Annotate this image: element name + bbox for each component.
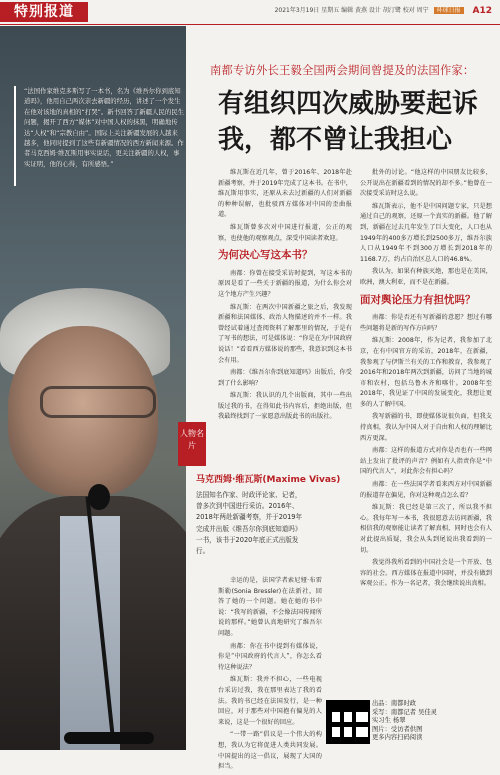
credit-line: 出品：南都时政	[372, 700, 417, 707]
person-card	[196, 474, 341, 557]
section-tag: 特别报道	[0, 2, 88, 22]
subheading: 为何决心写这本书？	[218, 249, 313, 262]
paragraph: 我写新疆的书，即使媒体说很负面，但我支持真相，我认为中国人对于自由和人权的理解比西方更深。	[360, 413, 492, 442]
paragraph: 批外的讨论。“他这样的中国朋友比较多，公开说出在新疆看到的情况的却不多。”他曾在一次接受采访时这么说。	[360, 169, 492, 198]
credit-lines	[372, 700, 437, 743]
answer: 维瓦斯：我认识的几个出版商，其中一些出版过我的书，在得知此书内容后，拒绝出版，但我最终找到了一家愿意出版此书的出版社。	[218, 392, 352, 421]
pull-quote	[24, 86, 184, 169]
date-info: 2021年3月19日 星期五 编辑 黄燕 设计 胡汀鹭 校对 周宁	[274, 7, 429, 14]
answer: 维瓦斯：我已经是第三次了，所以我不担心。我每年写一本书，我很愿意去访问新疆，我相信我的观察能让读者了解真相，同时也会有人对此提出质疑，我会从头到尾说出我看到的一切。	[360, 504, 492, 554]
question: 南都：在一些法国学者看来西方对中国新疆的报道存在偏见，你对这种观点怎么看？	[360, 481, 492, 499]
question: 南都：《维吾尔你到底知道吗》出版后，你受到了什么影响？	[218, 369, 352, 387]
column-1-bottom	[218, 576, 322, 775]
question: 南都：你在书中提到有媒体说，你是“中国政府的代言人”，你怎么看待这种说法？	[218, 642, 322, 671]
person-bio: 法国知名作家、时政评论家、记者，曾多次到中国进行采访。2016年、2018年两赴新疆考察，并于2019年完成并出版《维吾尔你到底知道吗》一书，该书于2020年底正式出版发行。	[196, 491, 303, 556]
paragraph: 我觉得我所看到的中国社会是一个开放、包容的社会。西方媒体在报道中国时，并没有做到客观公正。作为一名记者，我会继续说出真相。	[360, 559, 492, 588]
person-name: 马克西姆·维瓦斯(Maxime Vivas)	[196, 475, 341, 485]
credit-line: 更多内容扫码阅读	[372, 734, 423, 742]
kicker: 南都专访外长王毅全国两会期间曾提及的法国作家：	[210, 64, 475, 77]
column-1	[218, 168, 352, 425]
microphone-icon	[88, 484, 110, 510]
qr-code-icon[interactable]	[326, 700, 370, 744]
credit-line: 图片：受访者供图	[372, 725, 423, 733]
paragraph: “一带一路”倡议是一个伟大的构想，我认为它将促进人类共同发展。中国提出的这一倡议，展现了大国的担当。	[218, 731, 322, 771]
answer: 维瓦斯：2008年，作为记者，我参加了北京，在有中国官方的采访，2018年，在新疆，我参观了与伊斯兰有关的工作和教育，我参观了2016年和2018年两次到新疆，访问了当地的城市和农村，包括乌鲁木齐和喀什。2008年至2018年，我见证了中国的发展变化，我想让更多的人了解中国。	[360, 337, 492, 408]
answer: 维瓦斯：我并不担心，一些电视台采访过我，我在那里表达了我的看法。我的书已经在法国发行，是一种回应，对于那些对中国抱有偏见的人来说，这是一个很好的回应。	[218, 676, 322, 726]
credit-line: 实习生 杨翠	[372, 717, 406, 725]
paragraph: 维瓦斯曾多次对中国进行报道，公正的观察，也使他的观察观点，深受中国读者欢迎。	[218, 223, 352, 242]
paragraph: 维瓦斯在近几年，曾于2016年、2018年赴新疆考察，并于2019年完成了这本书。在书中，维瓦斯用事实，还原从未去过新疆的人们对新疆的种种误解，也批驳西方媒体对中国的歪曲报道。	[218, 169, 352, 219]
headline: 有组织四次威胁要起诉我，都不曾让我担心	[218, 89, 479, 155]
credits-box	[326, 698, 496, 742]
quote-bar	[14, 86, 16, 186]
masthead	[0, 0, 500, 26]
page-number: A12	[472, 5, 492, 16]
question: 南都：你是否还有写新疆的意愿？想过有哪些问题将是新的写作方向吗？	[360, 314, 492, 332]
paragraph: 幸运的是，法国学者索尼娅·布雷斯勒(Sonia Bressler)在法新社，回答了她的一个问题。她在她的书中说：“我写的新疆，不会像法国传闻所说的那样。”她曾认真地研究了维吾尔问题。	[218, 577, 322, 637]
brand-badge: 环球日报	[434, 7, 464, 14]
paragraph: 南都：这样的报道方式对你是否也有一些网站上发出了批评的声音？例如有人指责你是“中国的代言人”，对此你会有担心吗？	[360, 447, 492, 476]
subheading: 面对舆论压力有担忧吗？	[360, 293, 476, 306]
person-card-tag: 人物名片	[178, 422, 206, 466]
answer: 维瓦斯：在两次中国新疆之旅之后，我发现新疆和法国媒体、政治人物描述的并不一样。我曾经试着通过查阅资料了解那里的情况，于是有了写书的想法，可是媒体说：“你是在为中国政府说话！”看看西方媒体说的那些，我意识到这本书会有用。	[218, 303, 352, 364]
pull-quote-text: “法国作家维克多斯写了一本书，名为《维吾尔你到底知道吗》，他用自己两次亲去新疆的经历，讲述了一个发生在他对该地的真相的“打哭”。新书回答了新疆人民的民生问题，揭开了西方“媒体”对中国人权的抹黑，明确地传达“人权”和“宗教自由”。国际上关注新疆发展的人越来越多，他同时提到了这些有新疆情况的西方新闻来源。作者马克西姆·维瓦斯用事实说话，更关注新疆的人权，事实证明，他的心得，有所感悟。”	[24, 87, 184, 168]
paragraph: 维瓦斯表示，他不是中国问题专家，只是想通过自己的观察，还原一个真实的新疆。他了解到，新疆在过去几年发生了巨大变化，人口也从1949年的400多万增长到2500多万，维吾尔族人口从1949年不到300万增长到2018年的1168.7万，约占自治区总人口的46.8%。	[360, 202, 492, 263]
paragraph: 我认为，如果有种族灭绝，那也是在美国，欧洲，澳大利亚，而不是在新疆。	[360, 268, 492, 286]
column-2	[360, 168, 492, 592]
date-line	[275, 5, 492, 16]
masthead-rule	[0, 24, 500, 25]
microphone-base	[64, 732, 154, 744]
photo-glasses	[40, 386, 156, 418]
credit-line: 采写：南都记者 吴佳灵	[372, 708, 437, 716]
question: 南都：你曾在接受采访时提到，写这本书的原因是看了一些关于新疆的报道，为什么你会对这个地方产生兴趣？	[218, 269, 352, 298]
